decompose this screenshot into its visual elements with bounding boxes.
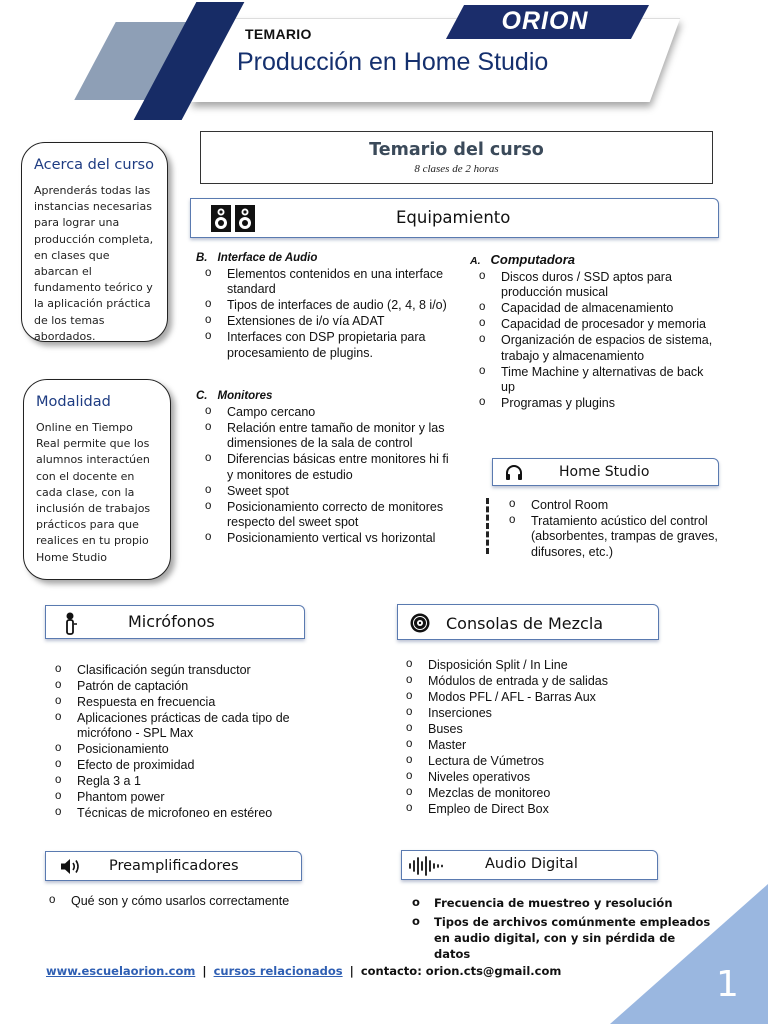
list-item: o Efecto de proximidad	[46, 758, 336, 773]
speakers-icon	[211, 205, 255, 237]
section-home-studio	[492, 458, 719, 486]
modality-title: Modalidad	[36, 394, 111, 410]
footer-separator: |	[202, 964, 207, 978]
footer-separator: |	[349, 964, 354, 978]
list-item: o Posicionamiento correcto de monitores respecto del sweet spot	[196, 500, 458, 531]
section-preamplificadores	[45, 851, 302, 881]
course-title-box	[200, 131, 713, 184]
section-preamplificadores-label: Preamplificadores	[109, 858, 239, 874]
list-item: o Posicionamiento vertical vs horizontal	[196, 531, 458, 546]
group-monitores-title: Monitores	[217, 390, 273, 402]
section-microfonos-label: Micrófonos	[128, 612, 215, 631]
section-audio-digital	[401, 850, 658, 880]
list-item: o Organización de espacios de sistema, trabajo y almacenamiento	[470, 333, 720, 364]
page-number: 1	[716, 964, 739, 1005]
group-preamplificadores	[40, 894, 340, 910]
list-item: o Capacidad de procesador y memoria	[470, 317, 720, 332]
list-item: o Tipos de interfaces de audio (2, 4, 8 i/o)	[196, 298, 458, 313]
footer	[46, 964, 561, 978]
list-item: o Master	[397, 738, 697, 753]
list-item: o Diferencias básicas entre monitores hi fi y monitores de estudio	[196, 452, 458, 483]
vinyl-disc-icon	[410, 613, 430, 638]
headphones-icon	[505, 464, 523, 486]
list-item: o Tipos de archivos comúnmente empleados en audio digital, con y sin pérdida de datos	[403, 914, 713, 962]
list-item: o Capacidad de almacenamiento	[470, 301, 720, 316]
website-link[interactable]: www.escuelaorion.com	[46, 964, 196, 978]
list-item: o Modos PFL / AFL - Barras Aux	[397, 690, 697, 705]
related-courses-link[interactable]: cursos relacionados	[213, 964, 343, 978]
speaker-icon	[60, 858, 82, 880]
list-item: o Programas y plugins	[470, 396, 720, 411]
microphone-icon	[64, 612, 78, 641]
list-item: o Patrón de captación	[46, 679, 336, 694]
list-item: o Relación entre tamaño de monitor y las dimensiones de la sala de control	[196, 421, 458, 452]
list-item: o Respuesta en frecuencia	[46, 695, 336, 710]
header-label: TEMARIO	[245, 26, 312, 42]
list-item: o Phantom power	[46, 790, 336, 805]
list-item: o Mezclas de monitoreo	[397, 786, 697, 801]
corner-triangle	[610, 884, 768, 1024]
section-home-studio-label: Home Studio	[559, 464, 650, 480]
waveform-icon	[408, 856, 444, 881]
divider-dashed	[486, 498, 489, 554]
list-item: o Inserciones	[397, 706, 697, 721]
modality-text: Online en Tiempo Real permite que los alumnos interactúen con el docente en cada clase, con la inclusión de trabajos prácticos para que realices en tu propio Home Studio	[36, 421, 151, 564]
list-item: o Discos duros / SSD aptos para producción musical	[470, 270, 720, 301]
group-computadora-title: Computadora	[490, 252, 575, 267]
modality-card	[23, 379, 171, 580]
list-item: o Lectura de Vúmetros	[397, 754, 697, 769]
course-subtitle: 8 clases de 2 horas	[414, 163, 499, 175]
contact-text: contacto: orion.cts@gmail.com	[360, 964, 562, 978]
section-equipamiento	[190, 198, 719, 238]
list-item: o Técnicas de microfoneo en estéreo	[46, 806, 336, 821]
about-text: Aprenderás todas las instancias necesarias para lograr una producción completa, en clases que abarcan el fundamento teórico y la aplicación práctica de los temas abordados.	[34, 184, 154, 343]
list-item: o Qué son y cómo usarlos correctamente	[40, 894, 340, 909]
section-consolas	[397, 604, 659, 640]
about-title: Acerca del curso	[34, 157, 154, 173]
list-item: o Aplicaciones prácticas de cada tipo de micrófono - SPL Max	[46, 711, 336, 742]
list-item: o Disposición Split / In Line	[397, 658, 697, 673]
list-item: o Regla 3 a 1	[46, 774, 336, 789]
group-microfonos	[46, 663, 336, 822]
group-home-studio	[500, 498, 725, 561]
group-interface: B. Interface de Audio o Elementos contenidos en una interface standard o Tipos de interfaces de audio (2, 4, 8 i/o) o Extensiones de i/o vía ADAT o Interfaces con DSP propietaria para procesamiento de plugins.	[196, 252, 458, 362]
group-computadora: A. Computadora o Discos duros / SSD aptos para producción musical o Capacidad de almacenamiento o Capacidad de procesador y memoria o Organización de espacios de sistema, trabajo y almacenamiento o Time Machine y alternativas de back up o Programas y plugins	[470, 252, 720, 412]
group-interface-title: Interface de Audio	[217, 252, 318, 264]
list-item: o Extensiones de i/o vía ADAT	[196, 314, 458, 329]
list-item: o Empleo de Direct Box	[397, 802, 697, 817]
list-item: o Campo cercano	[196, 405, 458, 420]
course-title: Temario del curso	[369, 140, 544, 160]
list-item: o Interfaces con DSP propietaria para procesamiento de plugins.	[196, 330, 458, 361]
list-item: o Buses	[397, 722, 697, 737]
group-consolas	[397, 658, 697, 818]
section-microfonos	[45, 605, 305, 639]
page-title: Producción en Home Studio	[237, 48, 549, 76]
about-card	[21, 142, 168, 342]
list-item: o Clasificación según transductor	[46, 663, 336, 678]
list-item: o Niveles operativos	[397, 770, 697, 785]
group-monitores: C. Monitores o Campo cercano o Relación entre tamaño de monitor y las dimensiones de la sala de control o Diferencias básicas entre monitores hi fi y monitores de estudio o Sweet spot o Posicionamiento correcto de monitores respecto del sweet spot o Posicionamiento vertical vs horizontal	[196, 390, 458, 547]
section-equipamiento-label: Equipamiento	[396, 208, 511, 227]
section-consolas-label: Consolas de Mezcla	[446, 614, 604, 633]
list-item: o Posicionamiento	[46, 742, 336, 757]
list-item: o Time Machine y alternativas de back up	[470, 365, 720, 396]
list-item: o Tratamiento acústico del control (absorbentes, trampas de graves, difusores, etc.)	[500, 514, 725, 560]
list-item: o Sweet spot	[196, 484, 458, 499]
list-item: o Elementos contenidos en una interface standard	[196, 267, 458, 298]
section-audio-digital-label: Audio Digital	[485, 856, 578, 872]
list-item: o Módulos de entrada y de salidas	[397, 674, 697, 689]
list-item: o Frecuencia de muestreo y resolución	[403, 895, 713, 911]
list-item: o Control Room	[500, 498, 725, 513]
brand-logo: ORION	[501, 7, 589, 35]
